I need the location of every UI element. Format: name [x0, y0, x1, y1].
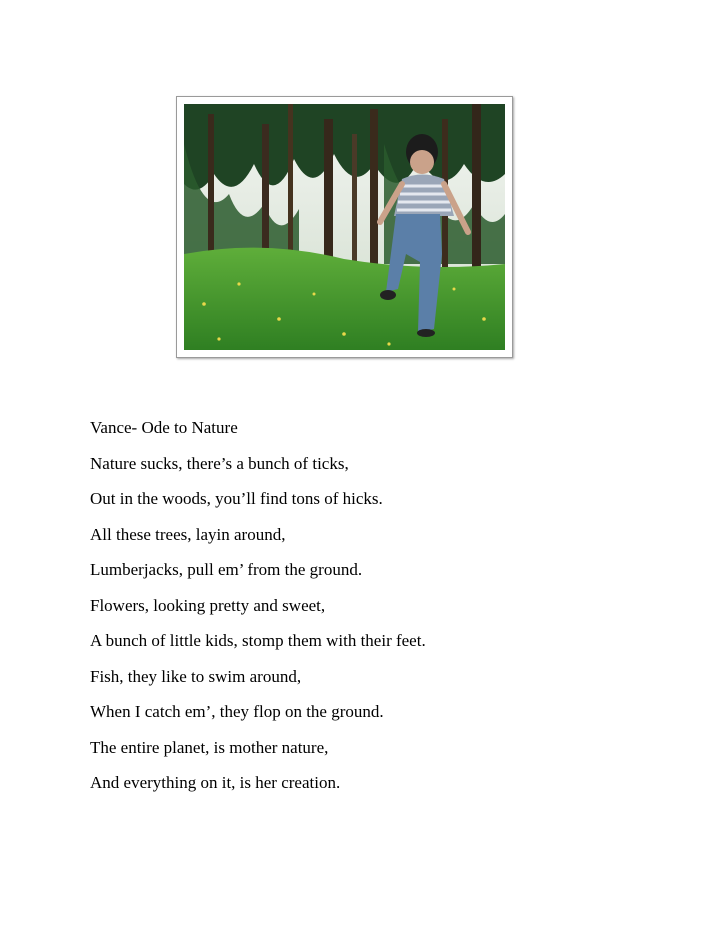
poem-line: Nature sucks, there’s a bunch of ticks,	[90, 453, 349, 473]
photo-frame	[176, 96, 513, 358]
poem-line: Lumberjacks, pull em’ from the ground.	[90, 560, 363, 579]
poem-title: Vance- Ode to Nature	[90, 418, 238, 437]
poem-line: And everything on it, is her creation.	[90, 773, 341, 792]
poem-line: A bunch of little kids, stomp them with their feet.	[90, 631, 426, 650]
poem	[90, 410, 690, 801]
poem-line: Flowers, looking pretty and sweet,	[90, 595, 326, 615]
poem-line: The entire planet, is mother nature,	[90, 737, 329, 757]
poem-line: All these trees, layin around,	[90, 524, 286, 544]
poem-line: Fish, they like to swim around,	[90, 666, 302, 686]
child-in-forest-photo	[184, 104, 505, 350]
poem-line: Out in the woods, you’ll find tons of hicks.	[90, 489, 383, 508]
poem-line: When I catch em’, they flop on the ground.	[90, 702, 384, 721]
